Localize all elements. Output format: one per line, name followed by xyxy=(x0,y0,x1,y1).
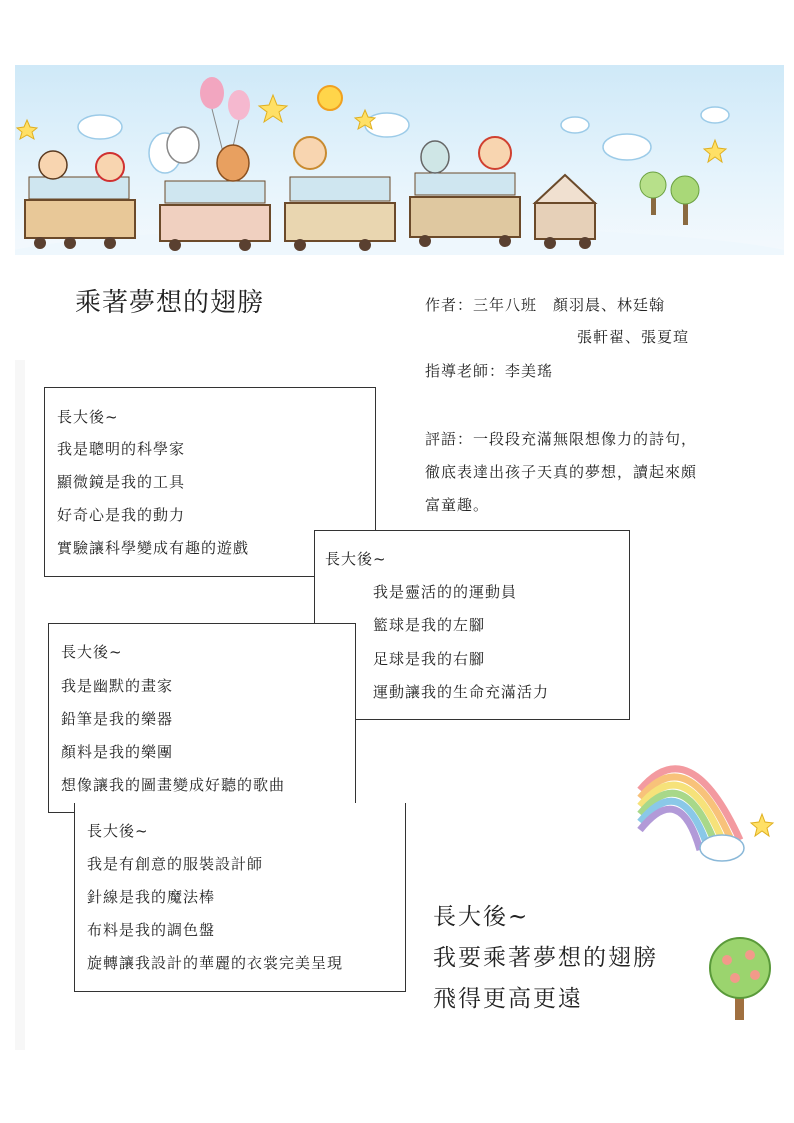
final-line: 長大後~ xyxy=(433,904,530,930)
sun-icon xyxy=(318,86,342,110)
poem-line: 顯微鏡是我的工具 xyxy=(57,473,186,491)
poem-line: 我是聰明的科學家 xyxy=(57,440,186,458)
comment-line: 富童趣。 xyxy=(425,496,490,514)
author-line-1: 作者：三年八班 顏羽晨、林廷翰 xyxy=(425,296,666,314)
poem-line: 布料是我的調色盤 xyxy=(87,921,216,939)
final-line: 我要乘著夢想的翅膀 xyxy=(433,945,658,971)
poem-line: 我是有創意的服裝設計師 xyxy=(87,855,264,873)
poem-line: 足球是我的右腳 xyxy=(373,650,486,668)
poem-line: 實驗讓科學變成有趣的遊戲 xyxy=(57,539,250,557)
poem-line: 旋轉讓我設計的華麗的衣裳完美呈現 xyxy=(87,954,344,972)
tree-icon xyxy=(705,930,775,1025)
banner-illustration xyxy=(15,65,784,255)
poem-box-designer xyxy=(74,803,406,992)
author-line-2: 張軒翟、張夏瑄 xyxy=(577,328,690,346)
poem-box-painter xyxy=(48,623,356,813)
teacher-line: 指導老師：李美瑤 xyxy=(425,362,554,380)
poem-line: 我是靈活的的運動員 xyxy=(373,583,518,601)
poem-line: 想像讓我的圖畫變成好聽的歌曲 xyxy=(61,776,286,794)
poem-line: 籃球是我的左腳 xyxy=(373,616,486,634)
poem-line: 運動讓我的生命充滿活力 xyxy=(373,683,550,701)
poem-line: 長大後~ xyxy=(325,550,387,568)
poem-line: 鉛筆是我的樂器 xyxy=(61,710,174,728)
poem-line: 好奇心是我的動力 xyxy=(57,506,186,524)
page-edge xyxy=(15,360,25,1050)
train-illustration xyxy=(15,65,784,255)
poem-line: 長大後~ xyxy=(87,822,149,840)
rainbow-icon xyxy=(630,730,780,870)
poem-line: 我是幽默的畫家 xyxy=(61,677,174,695)
comment-line: 徹底表達出孩子天真的夢想，讀起來頗 xyxy=(425,463,698,481)
poem-line: 長大後~ xyxy=(61,643,123,661)
poem-line: 針線是我的魔法棒 xyxy=(87,888,216,906)
poem-box-athlete xyxy=(314,530,630,720)
comment-line: 評語：一段段充滿無限想像力的詩句， xyxy=(425,430,698,448)
poem-line: 顏料是我的樂團 xyxy=(61,743,174,761)
poem-line: 長大後~ xyxy=(57,408,119,426)
final-line: 飛得更高更遠 xyxy=(433,986,583,1012)
page-title: 乘著夢想的翅膀 xyxy=(75,288,265,318)
